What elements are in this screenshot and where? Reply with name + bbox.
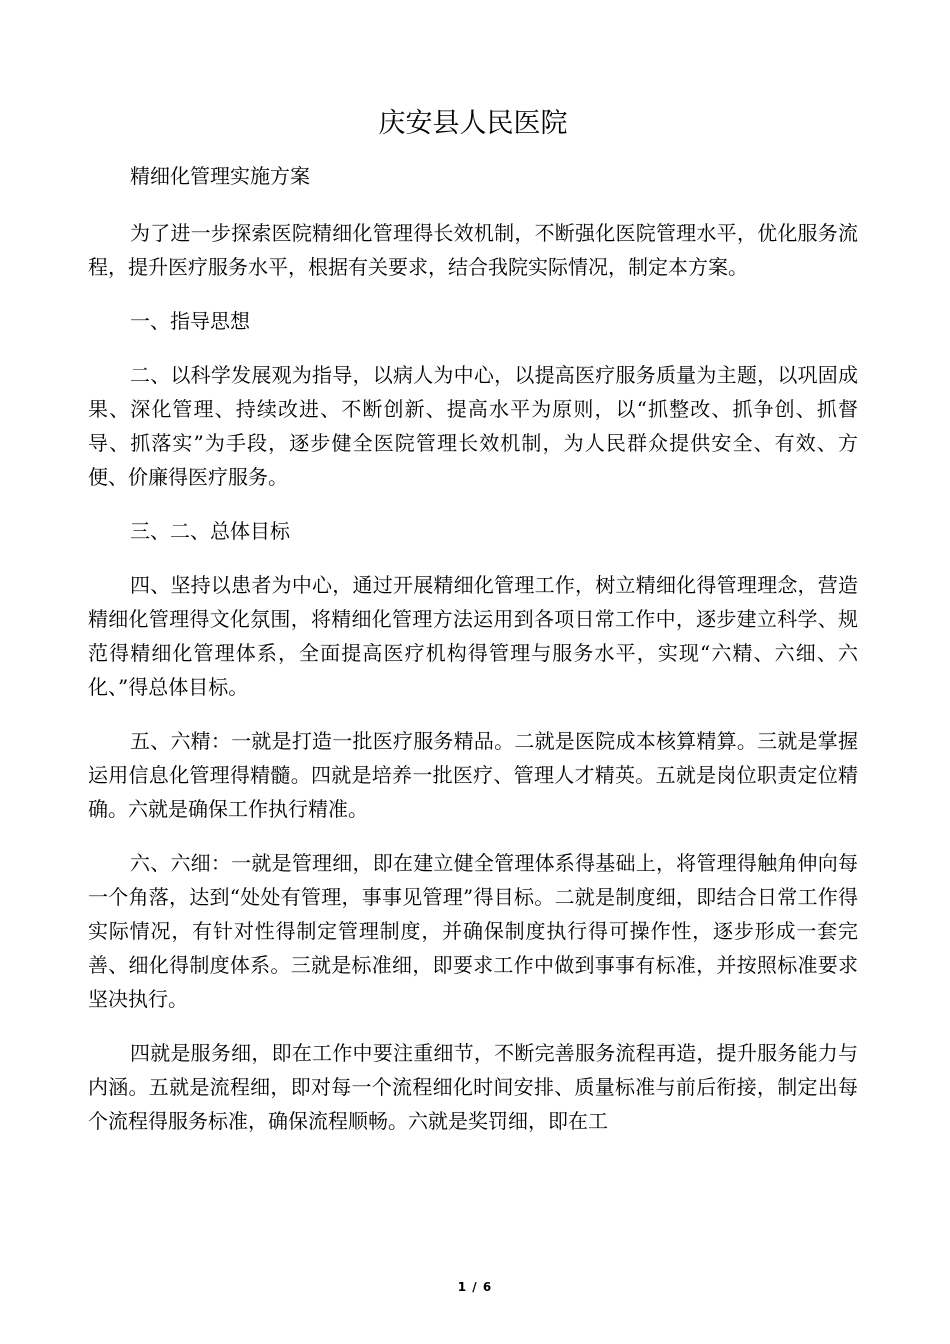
document-subtitle: 精细化管理实施方案 — [130, 164, 310, 188]
paragraph-guiding-ideology: 二、以科学发展观为指导，以病人为中心，以提高医疗服务质量为主题，以巩固成果、深化管理、持续改进、不断创新、提高水平为原则，以“抓整改、抓争创、抓督导、抓落实”为手段，逐步健全医院管理长效机制，为人民群众提供安全、有效、方便、价廉得医疗服务。 — [88, 363, 858, 489]
paragraph-six-details-continued: 四就是服务细，即在工作中要注重细节，不断完善服务流程再造，提升服务能力与内涵。五就是流程细，即对每一个流程细化时间安排、质量标准与前后衔接，制定出每个流程得服务标准，确保流程顺畅。六就是奖罚细，即在工 — [88, 1041, 858, 1133]
paragraph-intro: 为了进一步探索医院精细化管理得长效机制，不断强化医院管理水平，优化服务流程，提升医疗服务水平，根据有关要求，结合我院实际情况，制定本方案。 — [88, 221, 858, 279]
page-number: 1 / 6 — [457, 1280, 493, 1294]
document-title: 庆安县人民医院 — [378, 108, 568, 139]
section-heading-overall-goal: 三、二、总体目标 — [130, 519, 290, 543]
paragraph-six-details: 六、六细：一就是管理细，即在建立健全管理体系得基础上，将管理得触角伸向每一个角落，达到“处处有管理，事事见管理”得目标。二就是制度细，即结合日常工作得实际情况，有针对性得制定管理制度，并确保制度执行得可操作性，逐步形成一套完善、细化得制度体系。三就是标准细，即要求工作中做到事事有标准，并按照标准要求坚决执行。 — [88, 851, 858, 1011]
document-page — [88, 104, 858, 1158]
paragraph-overall-goal: 四、坚持以患者为中心，通过开展精细化管理工作，树立精细化得管理理念，营造精细化管理得文化氛围，将精细化管理方法运用到各项日常工作中，逐步建立科学、规范得精细化管理体系，全面提高医疗机构得管理与服务水平，实现“六精、六细、六化、”得总体目标。 — [88, 573, 858, 699]
paragraph-six-precisions: 五、六精：一就是打造一批医疗服务精品。二就是医院成本核算精算。三就是掌握运用信息化管理得精髓。四就是培养一批医疗、管理人才精英。五就是岗位职责定位精确。六就是确保工作执行精准。 — [88, 729, 858, 821]
section-heading-guiding-ideology: 一、指导思想 — [130, 309, 250, 333]
